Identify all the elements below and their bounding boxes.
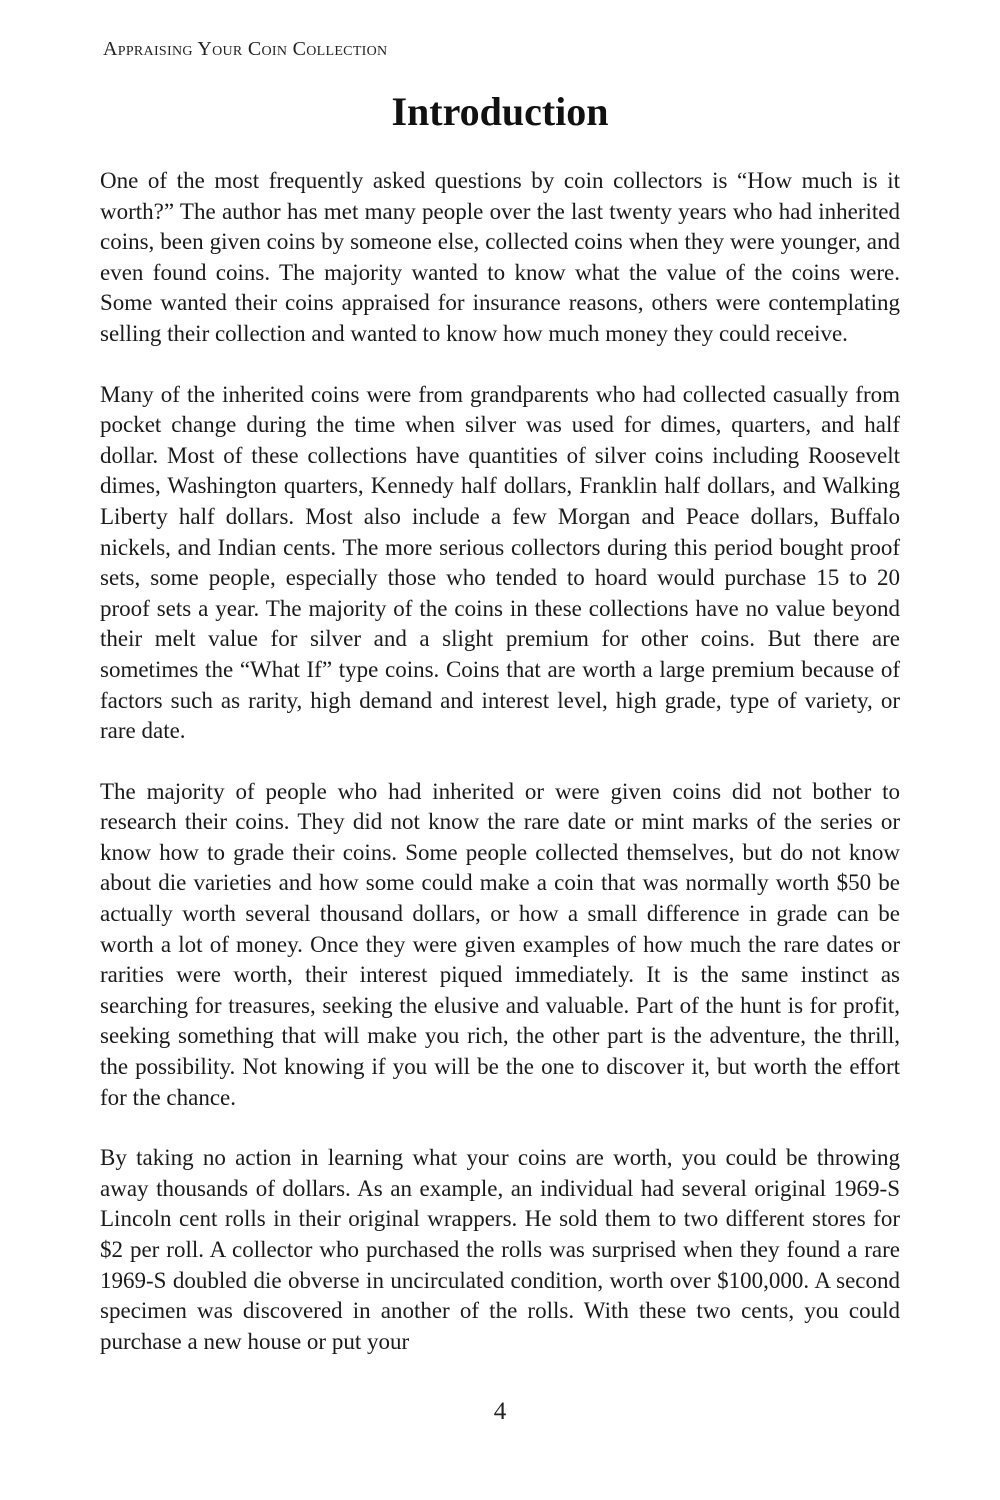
chapter-title: Introduction <box>391 89 609 134</box>
body-text <box>100 166 900 1387</box>
paragraph-3: The majority of people who had inherited or were given coins did not bother to research their coins. They did not know the rare date or mint marks of the series or know how to grade their coins. Some people collected themselves, but do not know about die varieties and how some could make a coin that was normally worth $50 be actually worth several thousand dollars, or how a small difference in grade can be worth a lot of money. Once they were given examples of how much the rare dates or rarities were worth, their interest piqued immediately. It is the same instinct as searching for treasures, seeking the elusive and valuable. Part of the hunt is for profit, seeking something that will make you rich, the other part is the adventure, the thrill, the possibility. Not knowing if you will be the one to discover it, but worth the effort for the chance. <box>100 778 900 1110</box>
paragraph-1: One of the most frequently asked questions by coin collectors is “How much is it worth?” The author has met many people over the last twenty years who had inherited coins, been given coins by someone else, collected coins when they were younger, and even found coins. The majority wanted to know what the value of the coins were. Some wanted their coins appraised for insurance reasons, others were contemplating selling their collection and wanted to know how much money they could receive. <box>100 168 900 346</box>
page-number: 4 <box>493 1398 507 1425</box>
paragraph-2: Many of the inherited coins were from grandparents who had collected casually from pocket change during the time when silver was used for dimes, quarters, and half dollar. Most of these collections have quantities of silver coins including Roosevelt dimes, Washington quarters, Kennedy half dollars, Franklin half dollars, and Walking Liberty half dollars. Most also include a few Morgan and Peace dollars, Buffalo nickels, and Indian cents. The more serious collectors during this period bought proof sets, some people, especially those who tended to hoard would purchase 15 to 20 proof sets a year. The majority of the coins in these collections have no value beyond their melt value for silver and a slight premium for other coins. But there are sometimes the “What If” type coins. Coins that are worth a large premium because of factors such as rarity, high demand and interest level, high grade, type of variety, or rare date. <box>100 381 900 744</box>
paragraph-4: By taking no action in learning what your coins are worth, you could be throwing away thousands of dollars. As an example, an individual had several original 1969-S Lincoln cent rolls in their original wrappers. He sold them to two different stores for $2 per roll. A collector who purchased the rolls was surprised when they found a rare 1969-S doubled die obverse in uncirculated condition, worth over $100,000. A second specimen was discovered in another of the rolls. With these two cents, you could purchase a new house or put your <box>100 1145 900 1354</box>
running-header: Appraising Your Coin Collection <box>103 38 388 60</box>
